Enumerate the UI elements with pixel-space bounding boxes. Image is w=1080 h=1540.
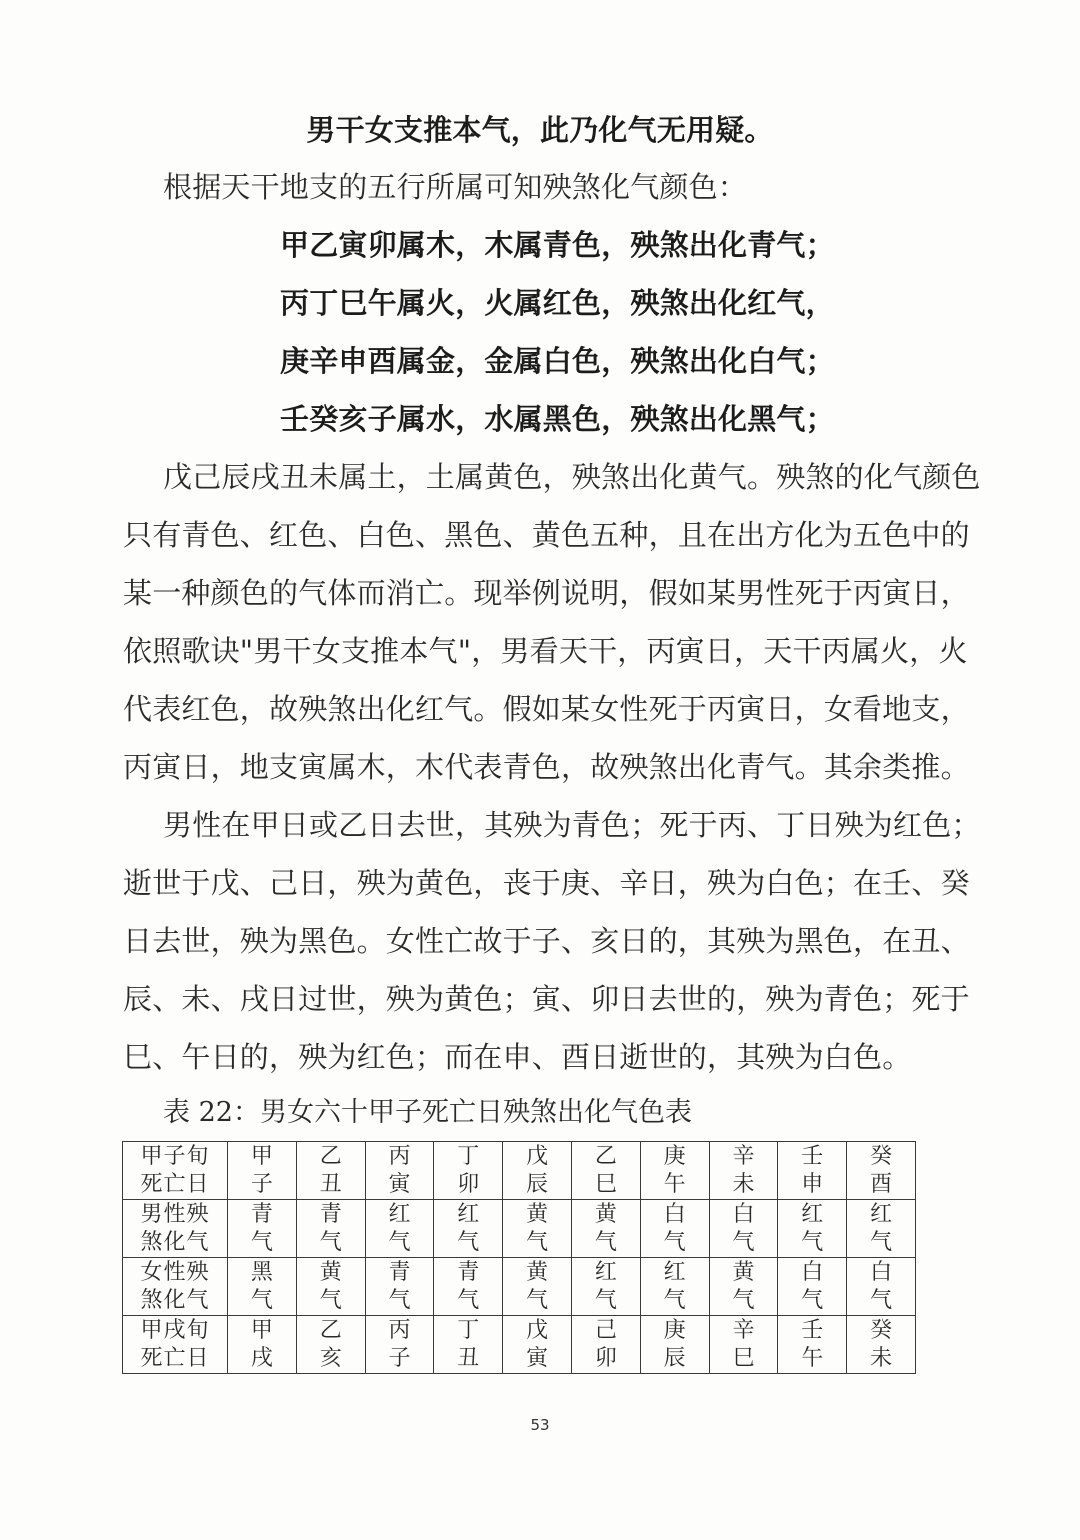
table-cell <box>503 1258 572 1316</box>
table-cell <box>571 1142 640 1200</box>
cell-char: 卯 <box>594 1345 617 1371</box>
cell-char: 午 <box>663 1171 686 1197</box>
table-cell <box>296 1142 365 1200</box>
cell-char: 黄 <box>732 1259 755 1285</box>
cell-char: 乙 <box>319 1143 342 1169</box>
cell-char: 寅 <box>526 1345 549 1371</box>
cell-char: 红 <box>388 1201 411 1227</box>
row-header-cell <box>123 1200 228 1258</box>
cell-char: 丙 <box>388 1143 411 1169</box>
cell-char: 辰 <box>663 1345 686 1371</box>
table-cell <box>571 1316 640 1374</box>
verse-line-1: 甲乙寅卯属木，木属青色，殃煞出化青气； <box>280 228 835 262</box>
paragraph-line: 日去世，殃为黑色。女性亡故于子、亥日的，其殃为黑色，在丑、 <box>123 924 970 958</box>
cell-char: 气 <box>250 1287 273 1313</box>
cell-char: 红 <box>457 1201 480 1227</box>
cell-char: 红 <box>594 1259 617 1285</box>
paragraph-line: 逝世于戊、己日，殃为黄色，丧于庚、辛日，殃为白色；在壬、癸 <box>123 866 970 900</box>
cell-char: 庚 <box>663 1143 686 1169</box>
cell-char: 白 <box>732 1201 755 1227</box>
paragraph-line: 某一种颜色的气体而消亡。现举例说明，假如某男性死于丙寅日， <box>123 576 970 610</box>
row-header-cell <box>123 1142 228 1200</box>
table-cell <box>778 1258 847 1316</box>
table-cell <box>847 1316 916 1374</box>
verse-line-4: 壬癸亥子属水，水属黑色，殃煞出化黑气； <box>280 402 835 436</box>
row-header-cell <box>123 1316 228 1374</box>
table-cell <box>434 1316 503 1374</box>
table-cell <box>709 1200 778 1258</box>
cell-char: 气 <box>663 1229 686 1255</box>
table-cell <box>778 1200 847 1258</box>
table-cell <box>228 1258 297 1316</box>
table-cell <box>228 1316 297 1374</box>
cell-char: 白 <box>870 1259 893 1285</box>
table-cell <box>228 1200 297 1258</box>
cell-char: 青 <box>319 1201 342 1227</box>
cell-char: 辰 <box>526 1171 549 1197</box>
cell-char: 甲 <box>250 1143 273 1169</box>
cell-char: 气 <box>250 1229 273 1255</box>
cell-char: 气 <box>801 1229 824 1255</box>
cell-char: 卯 <box>457 1171 480 1197</box>
cell-char: 子 <box>388 1345 411 1371</box>
cell-char: 庚 <box>663 1317 686 1343</box>
table-cell <box>228 1142 297 1200</box>
table-cell <box>503 1316 572 1374</box>
table-cell <box>365 1316 434 1374</box>
table-row <box>123 1200 916 1258</box>
paragraph-line: 戊己辰戌丑未属土，土属黄色，殃煞出化黄气。殃煞的化气颜色 <box>163 460 981 494</box>
table-row <box>123 1258 916 1316</box>
cell-char: 气 <box>526 1287 549 1313</box>
intro-line: 根据天干地支的五行所属可知殃煞化气颜色： <box>163 170 748 204</box>
cell-char: 酉 <box>870 1171 893 1197</box>
table-row <box>123 1142 916 1200</box>
cell-char: 己 <box>594 1317 617 1343</box>
table-cell <box>296 1316 365 1374</box>
cell-char: 亥 <box>319 1345 342 1371</box>
row-header-text: 煞化气 <box>140 1287 210 1313</box>
row-header-text: 男性殃 <box>140 1201 210 1227</box>
table-cell <box>709 1258 778 1316</box>
cell-char: 乙 <box>319 1317 342 1343</box>
cell-char: 巳 <box>594 1171 617 1197</box>
table-cell <box>847 1258 916 1316</box>
cell-char: 气 <box>732 1229 755 1255</box>
table-cell <box>434 1258 503 1316</box>
paragraph-line: 巳、午日的，殃为红色；而在申、酉日逝世的，其殃为白色。 <box>123 1040 912 1074</box>
table-cell <box>434 1200 503 1258</box>
table-cell <box>571 1258 640 1316</box>
cell-char: 青 <box>250 1201 273 1227</box>
cell-char: 壬 <box>801 1143 824 1169</box>
cell-char: 青 <box>388 1259 411 1285</box>
cell-char: 气 <box>319 1287 342 1313</box>
paragraph-line: 依照歌诀"男干女支推本气"，男看天干，丙寅日，天干丙属火，火 <box>123 634 968 668</box>
cell-char: 午 <box>801 1345 824 1371</box>
verse-line-2: 丙丁巳午属火，火属红色，殃煞出化红气， <box>280 286 835 320</box>
verse-line-3: 庚辛申酉属金，金属白色，殃煞出化白气； <box>280 344 835 378</box>
cell-char: 红 <box>663 1259 686 1285</box>
cell-char: 黑 <box>250 1259 273 1285</box>
row-header-text: 死亡日 <box>140 1345 210 1371</box>
table-cell <box>365 1142 434 1200</box>
table-caption: 表 22：男女六十甲子死亡日殃煞出化气色表 <box>163 1097 692 1128</box>
table-cell <box>709 1316 778 1374</box>
table-cell <box>847 1200 916 1258</box>
table-row <box>123 1316 916 1374</box>
cell-char: 黄 <box>526 1259 549 1285</box>
cell-char: 寅 <box>388 1171 411 1197</box>
table-cell <box>365 1258 434 1316</box>
table-cell <box>640 1316 709 1374</box>
cell-char: 青 <box>457 1259 480 1285</box>
cell-char: 红 <box>870 1201 893 1227</box>
paragraph-line: 男性在甲日或乙日去世，其殃为青色；死于丙、丁日殃为红色； <box>163 808 981 842</box>
cell-char: 黄 <box>526 1201 549 1227</box>
cell-char: 戌 <box>250 1345 273 1371</box>
table-cell <box>847 1142 916 1200</box>
row-header-text: 死亡日 <box>140 1171 210 1197</box>
cell-char: 气 <box>526 1229 549 1255</box>
cell-char: 未 <box>732 1171 755 1197</box>
table-cell <box>434 1142 503 1200</box>
cell-char: 戊 <box>526 1143 549 1169</box>
table-cell <box>296 1200 365 1258</box>
cell-char: 气 <box>870 1287 893 1313</box>
cell-char: 气 <box>388 1229 411 1255</box>
death-day-qi-color-table <box>122 1141 916 1374</box>
cell-char: 子 <box>250 1171 273 1197</box>
table-cell <box>640 1142 709 1200</box>
page-number: 53 <box>530 1416 550 1434</box>
cell-char: 申 <box>801 1171 824 1197</box>
cell-char: 气 <box>457 1287 480 1313</box>
cell-char: 丙 <box>388 1317 411 1343</box>
cell-char: 气 <box>319 1229 342 1255</box>
cell-char: 辛 <box>732 1143 755 1169</box>
row-header-text: 煞化气 <box>140 1229 210 1255</box>
cell-char: 气 <box>594 1287 617 1313</box>
cell-char: 未 <box>870 1345 893 1371</box>
paragraph-line: 丙寅日，地支寅属木，木代表青色，故殃煞出化青气。其余类推。 <box>123 750 970 784</box>
table-cell <box>778 1142 847 1200</box>
table-cell <box>365 1200 434 1258</box>
cell-char: 气 <box>732 1287 755 1313</box>
cell-char: 气 <box>594 1229 617 1255</box>
paragraph-line: 只有青色、红色、白色、黑色、黄色五种，且在出方化为五色中的 <box>123 518 970 552</box>
cell-char: 红 <box>801 1201 824 1227</box>
cell-char: 辛 <box>732 1317 755 1343</box>
paragraph-line: 代表红色，故殃煞出化红气。假如某女性死于丙寅日，女看地支， <box>123 692 970 726</box>
cell-char: 甲 <box>250 1317 273 1343</box>
cell-char: 白 <box>801 1259 824 1285</box>
cell-char: 黄 <box>594 1201 617 1227</box>
cell-char: 丑 <box>457 1345 480 1371</box>
cell-char: 气 <box>801 1287 824 1313</box>
cell-char: 癸 <box>870 1317 893 1343</box>
cell-char: 气 <box>388 1287 411 1313</box>
cell-char: 戊 <box>526 1317 549 1343</box>
cell-char: 癸 <box>870 1143 893 1169</box>
table-cell <box>640 1200 709 1258</box>
cell-char: 丑 <box>319 1171 342 1197</box>
table-cell <box>571 1200 640 1258</box>
cell-char: 丁 <box>457 1143 480 1169</box>
row-header-cell <box>123 1258 228 1316</box>
table-cell <box>503 1200 572 1258</box>
cell-char: 丁 <box>457 1317 480 1343</box>
row-header-text: 甲戌旬 <box>140 1317 210 1343</box>
table-cell <box>640 1258 709 1316</box>
cell-char: 白 <box>663 1201 686 1227</box>
paragraph-line: 辰、未、戌日过世，殃为黄色；寅、卯日去世的，殃为青色；死于 <box>123 982 970 1016</box>
table-cell <box>709 1142 778 1200</box>
cell-char: 气 <box>457 1229 480 1255</box>
cell-char: 乙 <box>594 1143 617 1169</box>
table-cell <box>503 1142 572 1200</box>
row-header-text: 女性殃 <box>140 1259 210 1285</box>
row-header-text: 甲子旬 <box>140 1143 210 1169</box>
cell-char: 壬 <box>801 1317 824 1343</box>
table-cell <box>778 1316 847 1374</box>
page-heading: 男干女支推本气，此乃化气无用疑。 <box>306 113 774 147</box>
cell-char: 气 <box>663 1287 686 1313</box>
cell-char: 气 <box>870 1229 893 1255</box>
cell-char: 巳 <box>732 1345 755 1371</box>
table-cell <box>296 1258 365 1316</box>
cell-char: 黄 <box>319 1259 342 1285</box>
